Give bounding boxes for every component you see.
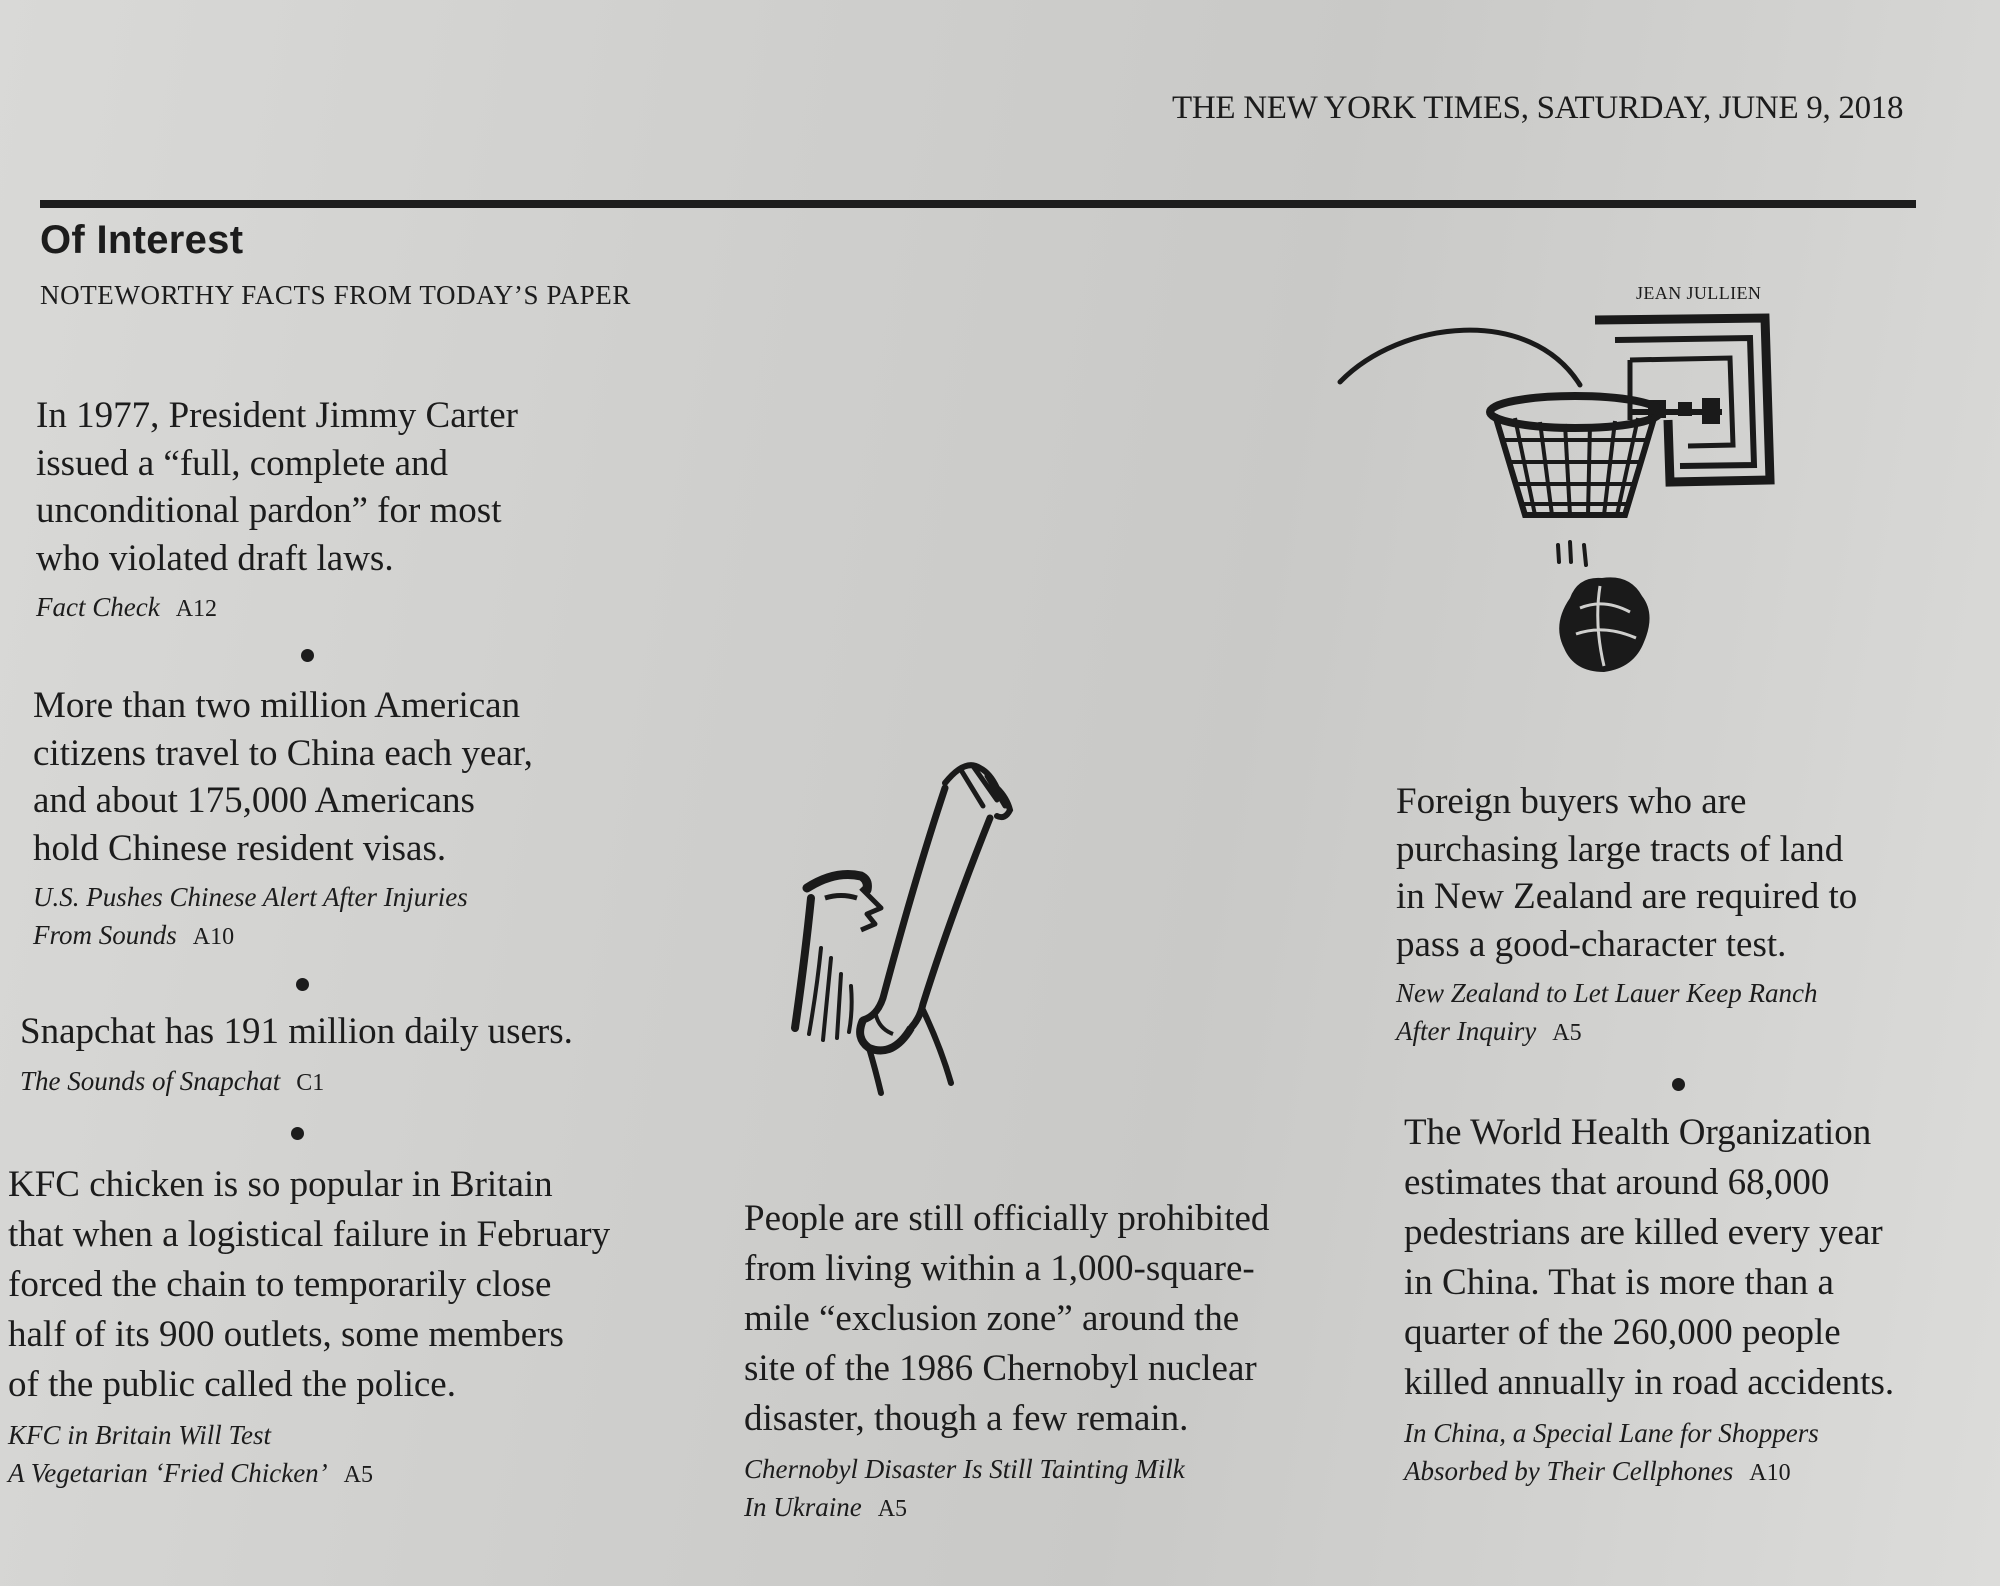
fact-source [1404, 1414, 1894, 1492]
source-page: A5 [1552, 1020, 1582, 1046]
fact-source [8, 1416, 610, 1494]
source-headline: The Sounds of Snapchat [20, 1065, 281, 1096]
source-headline: U.S. Pushes Chinese Alert After Injuries [33, 882, 468, 912]
source-headline: A Vegetarian ‘Fried Chicken’ [8, 1458, 328, 1488]
section-rule [40, 200, 1916, 208]
fact-text: People are still officially prohibited from living within a 1,000-square- mile “exclusion zone” around the site of the 1986 Chernobyl nuclear disaster, though a few remain. [744, 1198, 1270, 1439]
fact-text: Snapchat has 191 million daily users. [20, 1011, 573, 1052]
bullet-separator [296, 978, 309, 991]
fact-item-chernobyl [744, 1194, 1269, 1528]
fact-item-china-travel [33, 682, 533, 956]
fact-text: More than two million American citizens travel to China each year, and about 175,000 Americans hold Chinese resident visas. [33, 685, 533, 869]
source-headline: Chernobyl Disaster Is Still Tainting Milk [744, 1454, 1185, 1484]
bullet-separator [301, 649, 314, 662]
source-headline: Fact Check [36, 592, 160, 622]
fact-text: KFC chicken is so popular in Britain that when a logistical failure in February forced the chain to temporarily close half of its 900 outlets, some members of the public called the police. [8, 1164, 611, 1405]
source-page: A10 [192, 924, 235, 950]
fact-item-who-pedestrians [1404, 1108, 1894, 1492]
section-title: Of Interest [40, 218, 244, 262]
fact-source [36, 588, 518, 628]
fact-item-snapchat [20, 1008, 573, 1102]
bullet-separator [1672, 1078, 1685, 1091]
section-subtitle: NOTEWORTHY FACTS FROM TODAY’S PAPER [40, 280, 631, 310]
fact-item-kfc [8, 1160, 610, 1494]
source-headline: New Zealand to Let Lauer Keep Ranch [1396, 978, 1818, 1008]
source-headline: KFC in Britain Will Test [8, 1420, 272, 1450]
source-headline: From Sounds [33, 920, 177, 950]
thrown-ball-icon [1550, 568, 1660, 680]
source-page: C1 [296, 1069, 325, 1096]
fact-text: The World Health Organization estimates that around 68,000 pedestrians are killed every year in China. That is more than a quarter of the 260,000 people killed annually in road accidents. [1404, 1112, 1895, 1403]
bullet-separator [291, 1127, 304, 1140]
fact-source [744, 1450, 1269, 1528]
fact-text: In 1977, President Jimmy Carter issued a “full, complete and unconditional pardon” for most who violated draft laws. [36, 395, 518, 579]
fact-text: Foreign buyers who are purchasing large tracts of land in New Zealand are required to pass a good-character test. [1396, 781, 1858, 965]
source-page: A5 [343, 1462, 374, 1488]
source-headline: In China, a Special Lane for Shoppers [1404, 1418, 1819, 1448]
fact-source [33, 878, 533, 956]
source-page: A12 [175, 596, 218, 622]
fact-source [20, 1062, 573, 1102]
source-headline: In Ukraine [744, 1492, 862, 1522]
masthead-dateline: THE NEW YORK TIMES, SATURDAY, JUNE 9, 2018 [1172, 90, 1904, 126]
raised-arm-icon [765, 748, 1035, 1098]
source-page: A10 [1749, 1460, 1791, 1486]
source-headline: Absorbed by Their Cellphones [1404, 1456, 1734, 1486]
fact-item-carter-pardon [36, 392, 518, 628]
source-headline: After Inquiry [1396, 1016, 1537, 1046]
fact-source [1396, 974, 1857, 1052]
source-page: A5 [877, 1496, 908, 1522]
fact-item-new-zealand [1396, 778, 1857, 1052]
illustration-credit: JEAN JULLIEN [1636, 283, 1762, 303]
